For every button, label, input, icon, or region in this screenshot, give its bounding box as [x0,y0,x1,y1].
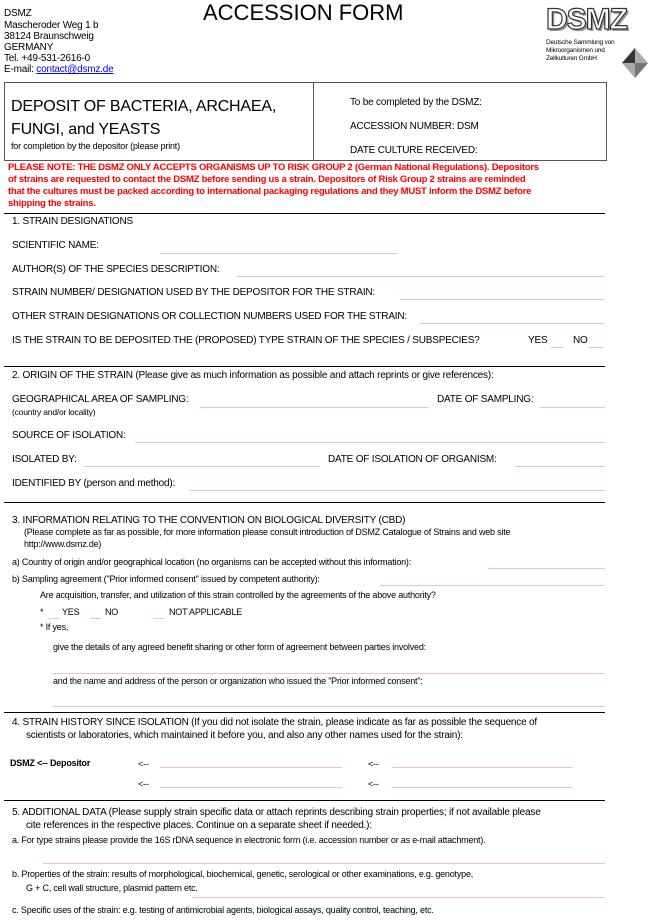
email-link[interactable]: contact@dsmz.de [36,64,114,75]
note-line: that the cultures must be packed according to international packaging regulations and they MUST inform the DSMZ before [8,186,532,197]
properties-label-2: G + C, cell wall structure, plasmid pattern etc. [26,883,198,893]
divider [4,366,605,367]
date-isolation-label: DATE OF ISOLATION OF ORGANISM: [328,454,497,465]
logo-text: DSMZ [546,3,627,36]
type-strain-no-label: NO [573,335,588,346]
history-arrow: <-- [368,759,379,769]
authors-field[interactable] [237,276,605,277]
box-subtitle: for completion by the depositor (please print) [11,141,180,151]
s3-sub2: http://www.dsmz.de) [24,539,102,549]
cbd-na-label: NOT APPLICABLE [169,607,243,617]
note-line: PLEASE NOTE: THE DSMZ ONLY ACCEPTS ORGANISMS UP TO RISK GROUP 2 (German National Regulations). Depositors [8,162,539,173]
history-arrow: <-- [368,779,379,789]
cbd-yes-label: YES [62,607,80,617]
source-label: SOURCE OF ISOLATION: [12,430,126,441]
sampling-agreement-field[interactable] [380,585,605,586]
history-field-4[interactable] [392,787,572,788]
form-title: ACCESSION FORM [203,0,404,25]
source-field[interactable] [135,442,605,443]
box-title-2: FUNGI, and YEASTS [11,121,161,138]
divider [4,213,605,214]
box-divider [313,83,314,160]
address-country: GERMANY [4,42,54,53]
cbd-no-field[interactable] [90,618,101,619]
properties-field[interactable] [192,897,605,898]
other-designations-label: OTHER STRAIN DESIGNATIONS OR COLLECTION NUMBERS USED FOR THE STRAIN: [12,311,407,322]
strain-number-label: STRAIN NUMBER/ DESIGNATION USED BY THE DEPOSITOR FOR THE STRAIN: [12,287,375,298]
s3-heading: 3. INFORMATION RELATING TO THE CONVENTION ON BIOLOGICAL DIVERSITY (CBD) [12,515,406,526]
s4-heading-2: scientists or laboratories, which maintained it before you, and also any other names used for the strain): [26,730,463,741]
risk-note [8,162,539,210]
geo-field[interactable] [200,407,428,408]
sampling-agreement-label: b) Sampling agreement ("Prior informed consent" issued by competent authority): [12,574,320,584]
history-field-3[interactable] [160,787,342,788]
box-right-2: ACCESSION NUMBER: DSM [350,121,479,132]
date-sampling-label: DATE OF SAMPLING: [437,394,534,405]
note-line: of strains are requested to contact the DSMZ before sending us a strain. Depositors of Risk Group 2 strains are reminded [8,174,526,185]
history-arrow: <-- [138,779,149,789]
s2-heading: 2. ORIGIN OF THE STRAIN (Please give as much information as possible and attach reprints or give references): [12,370,494,381]
country-origin-field[interactable] [488,568,605,569]
divider [4,502,605,503]
type-strain-yes-label: YES [528,335,548,346]
history-field-2[interactable] [392,767,572,768]
deposit-box [4,82,607,161]
isolated-by-field[interactable] [84,466,320,467]
details-label: give the details of any agreed benefit sharing or other form of agreement between parties involved: [53,642,426,652]
country-origin-label: a) Country of origin and/or geographical location (no organisms can be accepted without this information): [12,557,412,567]
type-strain-no-field[interactable] [589,347,603,348]
type-strain-yes-field[interactable] [550,347,564,348]
s1-heading: 1. STRAIN DESIGNATIONS [12,216,133,227]
history-arrow: <-- [138,759,149,769]
logo-sub2: Mikroorganismen und [546,47,605,54]
issuer-label: and the name and address of the person or organization who issued the "Prior informed consent": [53,676,423,686]
logo-sub1: Deutsche Sammlung von [546,39,615,46]
box-right-1: To be completed by the DSMZ: [350,97,482,108]
divider [4,800,605,801]
s4-heading-1: 4. STRAIN HISTORY SINCE ISOLATION (If you did not isolate the strain, please indicate as far as possible the sequence of [12,717,537,728]
authors-label: AUTHOR(S) OF THE SPECIES DESCRIPTION: [12,264,220,275]
history-field-1[interactable] [160,767,342,768]
address-city: 38124 Braunschweig [4,31,94,42]
identified-label: IDENTIFIED BY (person and method): [12,478,176,489]
address-street: Mascheroder Weg 1 b [4,20,99,31]
address-tel: Tel. +49-531-2616-0 [4,53,90,64]
strain-number-field[interactable] [400,299,605,300]
rdna-label: a. For type strains please provide the 16S rDNA sequence in electronic form (i.e. accession number or as e-mail attachment). [12,835,486,845]
scientific-name-field[interactable] [160,253,398,254]
cbd-yes-field[interactable] [48,618,59,619]
scientific-name-label: SCIENTIFIC NAME: [12,240,99,251]
issuer-field[interactable] [53,706,605,707]
if-yes-label: * If yes, [40,622,69,632]
email-label: E-mail: [4,64,37,75]
geo-sublabel: (country and/or locality) [12,407,96,417]
geo-label: GEOGRAPHICAL AREA OF SAMPLING: [12,394,189,405]
date-isolation-field[interactable] [515,466,605,467]
s5-heading-1: 5. ADDITIONAL DATA (Please supply strain specific data or attach reprints describing strain properties; if not available please [12,807,541,818]
details-field[interactable] [53,673,605,674]
rdna-field[interactable] [43,863,605,864]
other-designations-field[interactable] [420,323,605,324]
properties-label-1: b. Properties of the strain: results of morphological, biochemical, genetic, serological or other examinations, e.g. genotype, [12,869,474,879]
isolated-by-label: ISOLATED BY: [12,454,77,465]
dsmz-logo [546,4,646,76]
controlled-question: Are acquisition, transfer, and utilization of this strain controlled by the agreements of the above authority? [40,590,436,600]
type-strain-question: IS THE STRAIN TO BE DEPOSITED THE (PROPOSED) TYPE STRAIN OF THE SPECIES / SUBSPECIES? [12,335,480,346]
s3-sub1: (Please complete as far as possible, for more information please consult introduction of DSMZ Catalogue of Strains and web site [24,527,511,537]
box-title-1: DEPOSIT OF BACTERIA, ARCHAEA, [11,98,277,115]
box-right-3: DATE CULTURE RECEIVED: [350,145,478,156]
address-name: DSMZ [4,8,32,19]
s5-heading-2: cite references in the respective places. Continue on a separate sheet if needed.): [26,820,372,831]
cbd-na-field[interactable] [153,618,164,619]
specific-uses-label: c. Specific uses of the strain: e.g. testing of antimicrobial agents, biological assays, quality control, teaching, etc. [12,905,434,915]
identified-field[interactable] [190,490,605,491]
star-mark: * [40,607,44,617]
date-sampling-field[interactable] [540,407,605,408]
cbd-no-label: NO [105,607,119,617]
note-line: shipping the strains. [8,198,96,209]
address-email-row [4,64,113,76]
dsmz-depositor-label: DSMZ <-- Depositor [10,758,91,768]
divider [4,712,605,713]
logo-sub3: Zellkulturen GmbH [546,55,597,62]
diamond-logo-icon [622,48,648,78]
